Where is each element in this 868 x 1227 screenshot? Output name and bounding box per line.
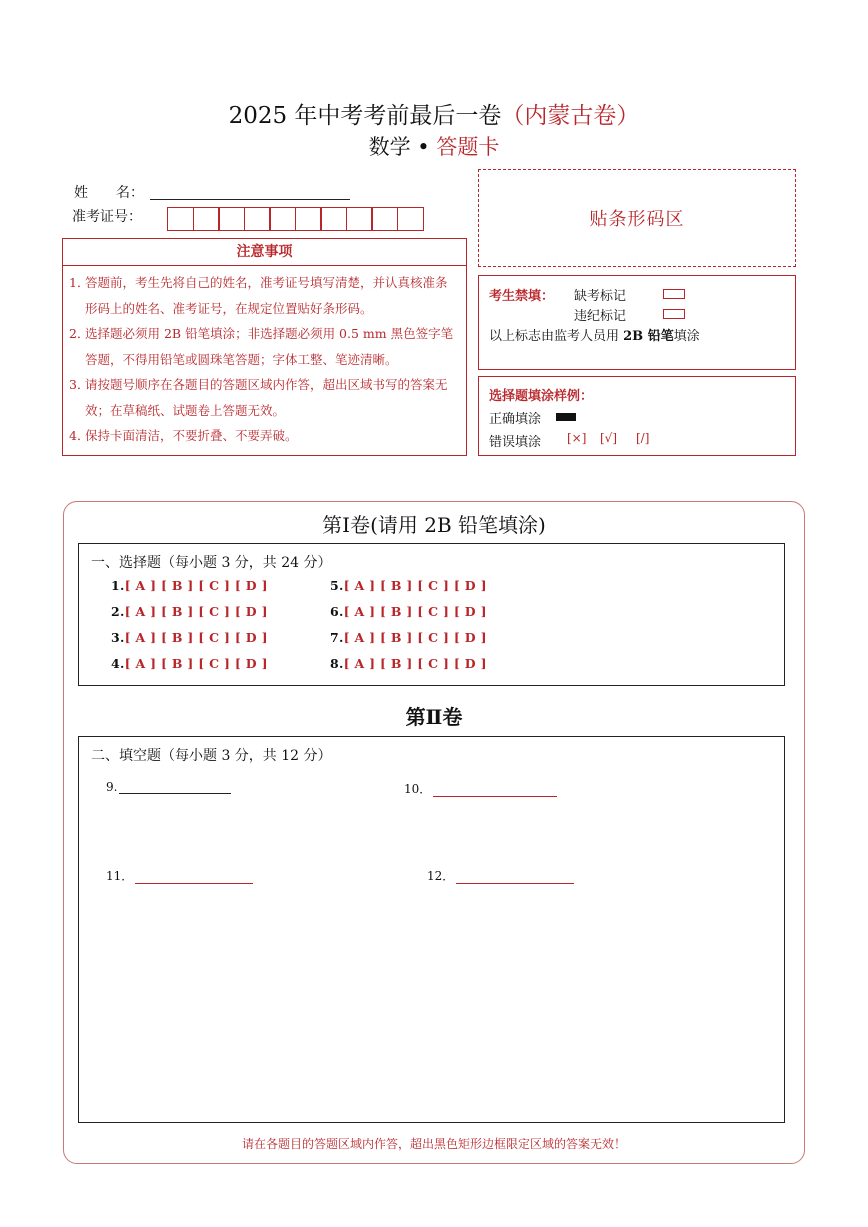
correct-label: 正确填涂 bbox=[489, 412, 542, 427]
exam-id-box[interactable] bbox=[397, 207, 424, 231]
exam-id-box[interactable] bbox=[269, 207, 296, 231]
exam-id-box[interactable] bbox=[167, 207, 194, 231]
notice-title: 注意事项 bbox=[63, 239, 466, 266]
exam-id-label: 准考证号： bbox=[72, 209, 142, 225]
ban-label: 考生禁填： bbox=[489, 289, 555, 304]
choice-question[interactable]: 4.[ A ] [ B ] [ C ] [ D ] bbox=[111, 656, 268, 671]
ban-note: 以上标志由监考人员用 2B 铅笔填涂 bbox=[489, 329, 700, 344]
wrong-mark: [/] bbox=[636, 431, 650, 445]
part2-title: 第Ⅱ卷 bbox=[405, 705, 463, 729]
choice-question[interactable]: 6.[ A ] [ B ] [ C ] [ D ] bbox=[330, 604, 487, 619]
choice-section bbox=[78, 543, 785, 686]
violation-mark[interactable] bbox=[663, 306, 685, 321]
wrong-mark: [√] bbox=[600, 431, 618, 445]
notice-box bbox=[62, 238, 467, 456]
title-region: （内蒙古卷） bbox=[501, 103, 640, 129]
footer-warning: 请在各题目的答题区域内作答，超出黑色矩形边框限定区域的答案无效！ bbox=[241, 1137, 626, 1151]
blank-question[interactable]: 10． bbox=[404, 780, 557, 797]
fill-blank-section bbox=[78, 736, 785, 1123]
sample-title: 选择题填涂样例： bbox=[489, 389, 594, 404]
barcode-label: 贴条形码区 bbox=[589, 209, 685, 230]
choice-question[interactable]: 5.[ A ] [ B ] [ C ] [ D ] bbox=[330, 578, 487, 593]
choice-question[interactable]: 2.[ A ] [ B ] [ C ] [ D ] bbox=[111, 604, 268, 619]
exam-id-boxes bbox=[167, 207, 422, 231]
choice-question[interactable]: 7.[ A ] [ B ] [ C ] [ D ] bbox=[330, 630, 487, 645]
notice-item: 3． 请按题号顺序在各题目的答题区域内作答，超出区域书写的答案无效；在草稿纸、试题卷上答题无效。 bbox=[69, 377, 448, 418]
choice-question[interactable]: 8.[ A ] [ B ] [ C ] [ D ] bbox=[330, 656, 487, 671]
page-subtitle bbox=[0, 133, 868, 161]
exam-id-box[interactable] bbox=[218, 207, 245, 231]
barcode-area bbox=[478, 169, 796, 267]
exam-id-box[interactable] bbox=[193, 207, 220, 231]
fill-sample-box bbox=[478, 376, 796, 456]
violation-label: 违纪标记 bbox=[574, 309, 627, 324]
blank-question[interactable]: 12． bbox=[427, 867, 574, 884]
correct-mark bbox=[556, 409, 576, 424]
subtitle-subject: 数学 • bbox=[368, 135, 437, 159]
exam-id-box[interactable] bbox=[371, 207, 398, 231]
subtitle-card: 答题卡 bbox=[436, 135, 500, 159]
exam-id-box[interactable] bbox=[295, 207, 322, 231]
exam-id-box[interactable] bbox=[346, 207, 373, 231]
notice-item: 2． 选择题必须用 2B 铅笔填涂；非选择题必须用 0.5 mm 黑色签字笔答题，不得用铅笔或圆珠笔答题；字体工整、笔迹清晰。 bbox=[69, 326, 454, 367]
name-label: 姓 名： bbox=[74, 185, 144, 201]
exam-id-box[interactable] bbox=[320, 207, 347, 231]
examiner-only-box bbox=[478, 275, 796, 370]
absent-label: 缺考标记 bbox=[574, 289, 627, 304]
fill-section-heading: 二、填空题（每小题 3 分，共 12 分） bbox=[91, 748, 332, 764]
title-main: 2025 年中考考前最后一卷 bbox=[228, 103, 502, 129]
part1-title: 第Ⅰ卷(请用 2B 铅笔填涂) bbox=[322, 513, 546, 537]
blank-question[interactable]: 9. bbox=[106, 780, 231, 794]
exam-id-box[interactable] bbox=[244, 207, 271, 231]
absent-mark[interactable] bbox=[663, 286, 685, 301]
choice-question[interactable]: 3.[ A ] [ B ] [ C ] [ D ] bbox=[111, 630, 268, 645]
wrong-mark: [×] bbox=[567, 431, 587, 445]
choice-question[interactable]: 1.[ A ] [ B ] [ C ] [ D ] bbox=[111, 578, 268, 593]
notice-item: 4． 保持卡面清洁，不要折叠、不要弄破。 bbox=[69, 428, 298, 443]
choice-section-heading: 一、选择题（每小题 3 分，共 24 分） bbox=[91, 555, 332, 571]
blank-question[interactable]: 11． bbox=[106, 867, 253, 884]
name-field[interactable] bbox=[150, 198, 350, 200]
page-title bbox=[0, 100, 868, 132]
wrong-label: 错误填涂 bbox=[489, 435, 542, 450]
notice-item: 1． 答题前，考生先将自己的姓名，准考证号填写清楚，并认真核准条形码上的姓名、准考证号，在规定位置贴好条形码。 bbox=[69, 275, 448, 316]
